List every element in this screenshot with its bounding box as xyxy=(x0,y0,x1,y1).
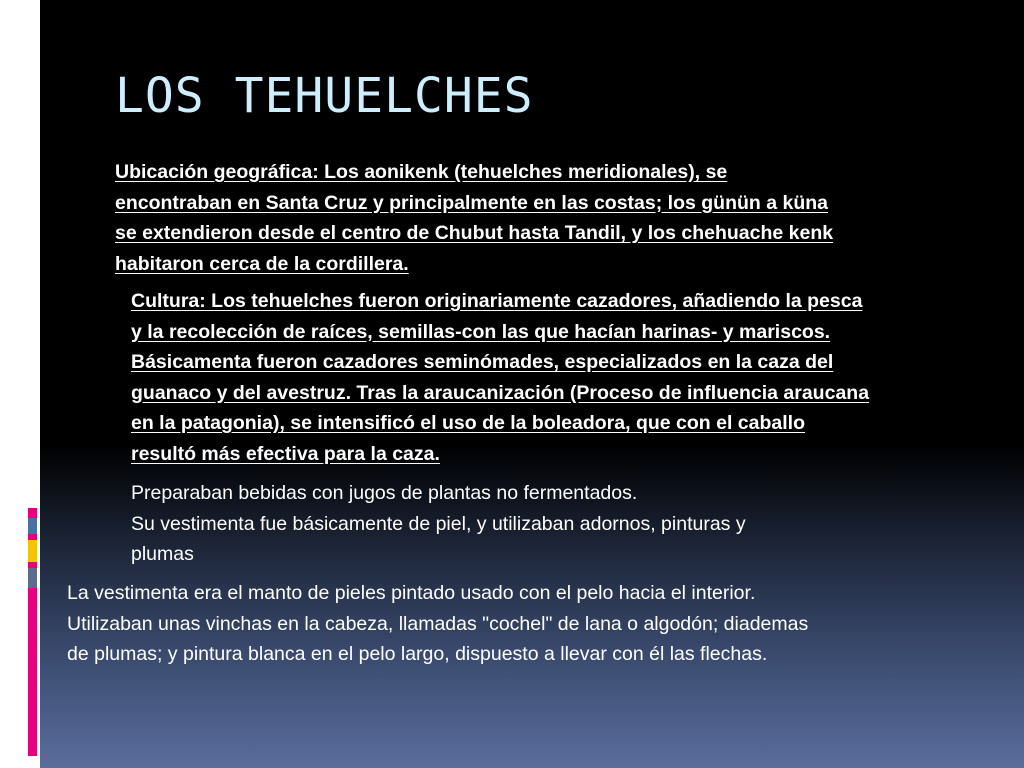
slide-title: LOS TEHUELCHES xyxy=(115,68,534,124)
ubicacion-line: Ubicación geográfica: Los aonikenk (tehuelches meridionales), se xyxy=(115,161,728,183)
cultura-line: y la recolección de raíces, semillas-con las que hacían harinas- y mariscos. xyxy=(131,320,831,343)
manto-line: La vestimenta era el manto de pieles pintado usado con el pelo hacia el interior. xyxy=(67,582,756,604)
cultura-line: Básicamenta fueron cazadores seminómades, especializados en la caza del xyxy=(131,351,834,373)
ubicacion-line: encontraban en Santa Cruz y principalmente en las costas; los günün a küna xyxy=(115,191,828,214)
ubicacion-line: habitaron cerca de la cordillera. xyxy=(115,252,409,275)
cultura-line: resultó más efectiva para la caza. xyxy=(131,442,440,465)
bebidas-line: plumas xyxy=(131,543,194,565)
accent-strip-blue xyxy=(28,518,37,534)
bebidas-line: Preparaban bebidas con jugos de plantas no fermentados. xyxy=(131,482,638,504)
accent-strip-gray xyxy=(28,568,37,588)
bebidas-line: Su vestimenta fue básicamente de piel, y utilizaban adornos, pinturas y xyxy=(131,512,746,535)
cultura-line: Cultura: Los tehuelches fueron originariamente cazadores, añadiendo la pesca xyxy=(131,290,863,312)
cultura-paragraph xyxy=(131,286,1011,469)
bebidas-paragraph xyxy=(131,478,1011,570)
manto-line: Utilizaban unas vinchas en la cabeza, llamadas "cochel" de lana o algodón; diademas xyxy=(67,612,809,635)
ubicacion-line: se extendieron desde el centro de Chubut hasta Tandil, y los chehuache kenk xyxy=(115,222,834,244)
accent-strip-yellow xyxy=(28,540,37,562)
manto-line: de plumas; y pintura blanca en el pelo largo, dispuesto a llevar con él las flechas. xyxy=(67,643,768,665)
cultura-line: en la patagonia), se intensificó el uso de la boleadora, que con el caballo xyxy=(131,412,805,434)
manto-paragraph xyxy=(67,578,1007,670)
cultura-line: guanaco y del avestruz. Tras la araucanización (Proceso de influencia araucana xyxy=(131,381,870,404)
ubicacion-paragraph xyxy=(115,157,995,279)
